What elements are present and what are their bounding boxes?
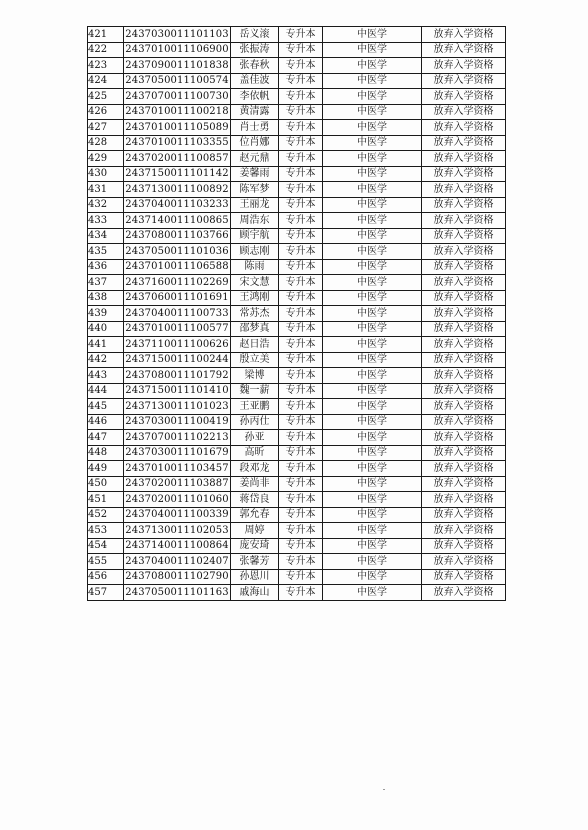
candidate-id-cell: 2437020011101060 xyxy=(124,492,231,508)
table-row xyxy=(88,166,506,182)
level-cell: 专升本 xyxy=(279,507,323,523)
candidate-id-cell: 2437150011100244 xyxy=(124,352,231,368)
student-name-cell: 肖士勇 xyxy=(231,120,279,136)
level-cell: 专升本 xyxy=(279,492,323,508)
major-cell: 中医学 xyxy=(323,461,422,477)
student-name-cell: 姜尚非 xyxy=(231,476,279,492)
status-cell: 放弃入学资格 xyxy=(422,383,506,399)
level-cell: 专升本 xyxy=(279,321,323,337)
row-number-cell: 454 xyxy=(88,538,124,554)
major-cell: 中医学 xyxy=(323,538,422,554)
row-number-cell: 428 xyxy=(88,135,124,151)
student-name-cell: 周浩东 xyxy=(231,213,279,229)
student-name-cell: 高昕 xyxy=(231,445,279,461)
table-row xyxy=(88,337,506,353)
table-row xyxy=(88,383,506,399)
row-number-cell: 451 xyxy=(88,492,124,508)
level-cell: 专升本 xyxy=(279,135,323,151)
status-cell: 放弃入学资格 xyxy=(422,352,506,368)
candidate-id-cell: 2437160011102269 xyxy=(124,275,231,291)
level-cell: 专升本 xyxy=(279,58,323,74)
table-row xyxy=(88,213,506,229)
table-row xyxy=(88,135,506,151)
status-cell: 放弃入学资格 xyxy=(422,135,506,151)
row-number-cell: 457 xyxy=(88,585,124,601)
level-cell: 专升本 xyxy=(279,104,323,120)
status-cell: 放弃入学资格 xyxy=(422,244,506,260)
major-cell: 中医学 xyxy=(323,104,422,120)
scan-speck xyxy=(383,789,385,790)
major-cell: 中医学 xyxy=(323,383,422,399)
student-name-cell: 赵元鼎 xyxy=(231,151,279,167)
student-name-cell: 赵日浩 xyxy=(231,337,279,353)
status-cell: 放弃入学资格 xyxy=(422,430,506,446)
status-cell: 放弃入学资格 xyxy=(422,492,506,508)
row-number-cell: 445 xyxy=(88,399,124,415)
student-name-cell: 周婷 xyxy=(231,523,279,539)
level-cell: 专升本 xyxy=(279,476,323,492)
row-number-cell: 423 xyxy=(88,58,124,74)
student-name-cell: 孙丙仕 xyxy=(231,414,279,430)
table-row xyxy=(88,352,506,368)
row-number-cell: 426 xyxy=(88,104,124,120)
student-name-cell: 王鸿刚 xyxy=(231,290,279,306)
status-cell: 放弃入学资格 xyxy=(422,275,506,291)
status-cell: 放弃入学资格 xyxy=(422,228,506,244)
major-cell: 中医学 xyxy=(323,120,422,136)
row-number-cell: 429 xyxy=(88,151,124,167)
status-cell: 放弃入学资格 xyxy=(422,27,506,43)
major-cell: 中医学 xyxy=(323,73,422,89)
level-cell: 专升本 xyxy=(279,213,323,229)
candidate-id-cell: 2437010011106588 xyxy=(124,259,231,275)
table-row xyxy=(88,89,506,105)
status-cell: 放弃入学资格 xyxy=(422,523,506,539)
student-name-cell: 常苏杰 xyxy=(231,306,279,322)
row-number-cell: 430 xyxy=(88,166,124,182)
table-row xyxy=(88,507,506,523)
level-cell: 专升本 xyxy=(279,197,323,213)
candidate-id-cell: 2437130011102053 xyxy=(124,523,231,539)
table-row xyxy=(88,42,506,58)
major-cell: 中医学 xyxy=(323,182,422,198)
table-row xyxy=(88,182,506,198)
student-name-cell: 宋文慧 xyxy=(231,275,279,291)
status-cell: 放弃入学资格 xyxy=(422,554,506,570)
table-row xyxy=(88,290,506,306)
row-number-cell: 443 xyxy=(88,368,124,384)
row-number-cell: 448 xyxy=(88,445,124,461)
candidate-id-cell: 2437150011101142 xyxy=(124,166,231,182)
row-number-cell: 456 xyxy=(88,569,124,585)
row-number-cell: 421 xyxy=(88,27,124,43)
row-number-cell: 424 xyxy=(88,73,124,89)
status-cell: 放弃入学资格 xyxy=(422,414,506,430)
table-row xyxy=(88,585,506,601)
candidate-id-cell: 2437010011105089 xyxy=(124,120,231,136)
major-cell: 中医学 xyxy=(323,197,422,213)
major-cell: 中医学 xyxy=(323,569,422,585)
row-number-cell: 441 xyxy=(88,337,124,353)
level-cell: 专升本 xyxy=(279,585,323,601)
row-number-cell: 452 xyxy=(88,507,124,523)
row-number-cell: 455 xyxy=(88,554,124,570)
level-cell: 专升本 xyxy=(279,554,323,570)
enrollment-roster-table xyxy=(87,26,506,601)
row-number-cell: 442 xyxy=(88,352,124,368)
major-cell: 中医学 xyxy=(323,166,422,182)
status-cell: 放弃入学资格 xyxy=(422,120,506,136)
status-cell: 放弃入学资格 xyxy=(422,337,506,353)
candidate-id-cell: 2437020011103887 xyxy=(124,476,231,492)
candidate-id-cell: 2437070011102213 xyxy=(124,430,231,446)
roster-body xyxy=(88,27,506,601)
student-name-cell: 段邓龙 xyxy=(231,461,279,477)
major-cell: 中医学 xyxy=(323,275,422,291)
status-cell: 放弃入学资格 xyxy=(422,507,506,523)
student-name-cell: 郭允春 xyxy=(231,507,279,523)
table-row xyxy=(88,321,506,337)
major-cell: 中医学 xyxy=(323,228,422,244)
candidate-id-cell: 2437040011100733 xyxy=(124,306,231,322)
candidate-id-cell: 2437010011103355 xyxy=(124,135,231,151)
status-cell: 放弃入学资格 xyxy=(422,104,506,120)
major-cell: 中医学 xyxy=(323,507,422,523)
row-number-cell: 434 xyxy=(88,228,124,244)
level-cell: 专升本 xyxy=(279,73,323,89)
student-name-cell: 王丽龙 xyxy=(231,197,279,213)
status-cell: 放弃入学资格 xyxy=(422,569,506,585)
table-row xyxy=(88,259,506,275)
table-row xyxy=(88,368,506,384)
candidate-id-cell: 2437030011101103 xyxy=(124,27,231,43)
candidate-id-cell: 2437070011100730 xyxy=(124,89,231,105)
table-row xyxy=(88,120,506,136)
candidate-id-cell: 2437080011102790 xyxy=(124,569,231,585)
candidate-id-cell: 2437060011101691 xyxy=(124,290,231,306)
student-name-cell: 魏一薪 xyxy=(231,383,279,399)
level-cell: 专升本 xyxy=(279,275,323,291)
candidate-id-cell: 2437110011100626 xyxy=(124,337,231,353)
major-cell: 中医学 xyxy=(323,290,422,306)
table-row xyxy=(88,58,506,74)
row-number-cell: 427 xyxy=(88,120,124,136)
row-number-cell: 425 xyxy=(88,89,124,105)
level-cell: 专升本 xyxy=(279,368,323,384)
student-name-cell: 邵梦真 xyxy=(231,321,279,337)
table-row xyxy=(88,228,506,244)
student-name-cell: 顾宇航 xyxy=(231,228,279,244)
level-cell: 专升本 xyxy=(279,352,323,368)
candidate-id-cell: 2437080011103766 xyxy=(124,228,231,244)
student-name-cell: 张春秋 xyxy=(231,58,279,74)
table-row xyxy=(88,492,506,508)
candidate-id-cell: 2437030011100419 xyxy=(124,414,231,430)
status-cell: 放弃入学资格 xyxy=(422,461,506,477)
candidate-id-cell: 2437010011103457 xyxy=(124,461,231,477)
candidate-id-cell: 2437140011100865 xyxy=(124,213,231,229)
level-cell: 专升本 xyxy=(279,228,323,244)
student-name-cell: 王亚鹏 xyxy=(231,399,279,415)
status-cell: 放弃入学资格 xyxy=(422,213,506,229)
row-number-cell: 438 xyxy=(88,290,124,306)
candidate-id-cell: 2437010011106900 xyxy=(124,42,231,58)
major-cell: 中医学 xyxy=(323,414,422,430)
level-cell: 专升本 xyxy=(279,290,323,306)
level-cell: 专升本 xyxy=(279,445,323,461)
major-cell: 中医学 xyxy=(323,585,422,601)
major-cell: 中医学 xyxy=(323,352,422,368)
status-cell: 放弃入学资格 xyxy=(422,368,506,384)
student-name-cell: 黄清露 xyxy=(231,104,279,120)
student-name-cell: 位肖娜 xyxy=(231,135,279,151)
level-cell: 专升本 xyxy=(279,337,323,353)
level-cell: 专升本 xyxy=(279,430,323,446)
row-number-cell: 435 xyxy=(88,244,124,260)
candidate-id-cell: 2437050011101163 xyxy=(124,585,231,601)
student-name-cell: 戚海山 xyxy=(231,585,279,601)
level-cell: 专升本 xyxy=(279,166,323,182)
student-name-cell: 张馨芳 xyxy=(231,554,279,570)
major-cell: 中医学 xyxy=(323,476,422,492)
table-row xyxy=(88,554,506,570)
level-cell: 专升本 xyxy=(279,151,323,167)
status-cell: 放弃入学资格 xyxy=(422,89,506,105)
status-cell: 放弃入学资格 xyxy=(422,151,506,167)
major-cell: 中医学 xyxy=(323,337,422,353)
status-cell: 放弃入学资格 xyxy=(422,321,506,337)
status-cell: 放弃入学资格 xyxy=(422,306,506,322)
level-cell: 专升本 xyxy=(279,523,323,539)
student-name-cell: 孙亚 xyxy=(231,430,279,446)
level-cell: 专升本 xyxy=(279,306,323,322)
level-cell: 专升本 xyxy=(279,27,323,43)
major-cell: 中医学 xyxy=(323,259,422,275)
major-cell: 中医学 xyxy=(323,244,422,260)
candidate-id-cell: 2437140011100864 xyxy=(124,538,231,554)
row-number-cell: 439 xyxy=(88,306,124,322)
row-number-cell: 446 xyxy=(88,414,124,430)
table-row xyxy=(88,151,506,167)
status-cell: 放弃入学资格 xyxy=(422,585,506,601)
student-name-cell: 陈雨 xyxy=(231,259,279,275)
major-cell: 中医学 xyxy=(323,492,422,508)
table-row xyxy=(88,306,506,322)
level-cell: 专升本 xyxy=(279,383,323,399)
student-name-cell: 殷立美 xyxy=(231,352,279,368)
status-cell: 放弃入学资格 xyxy=(422,259,506,275)
level-cell: 专升本 xyxy=(279,569,323,585)
major-cell: 中医学 xyxy=(323,321,422,337)
student-name-cell: 庞安琦 xyxy=(231,538,279,554)
row-number-cell: 436 xyxy=(88,259,124,275)
row-number-cell: 447 xyxy=(88,430,124,446)
major-cell: 中医学 xyxy=(323,213,422,229)
candidate-id-cell: 2437050011100574 xyxy=(124,73,231,89)
row-number-cell: 450 xyxy=(88,476,124,492)
table-row xyxy=(88,197,506,213)
student-name-cell: 盖佳波 xyxy=(231,73,279,89)
student-name-cell: 张振涛 xyxy=(231,42,279,58)
major-cell: 中医学 xyxy=(323,151,422,167)
candidate-id-cell: 2437080011101792 xyxy=(124,368,231,384)
student-name-cell: 李依帆 xyxy=(231,89,279,105)
candidate-id-cell: 2437090011101838 xyxy=(124,58,231,74)
candidate-id-cell: 2437150011101410 xyxy=(124,383,231,399)
candidate-id-cell: 2437010011100218 xyxy=(124,104,231,120)
candidate-id-cell: 2437040011100339 xyxy=(124,507,231,523)
level-cell: 专升本 xyxy=(279,414,323,430)
candidate-id-cell: 2437050011101036 xyxy=(124,244,231,260)
major-cell: 中医学 xyxy=(323,399,422,415)
status-cell: 放弃入学资格 xyxy=(422,399,506,415)
major-cell: 中医学 xyxy=(323,58,422,74)
table-row xyxy=(88,27,506,43)
status-cell: 放弃入学资格 xyxy=(422,73,506,89)
student-name-cell: 蒋岱良 xyxy=(231,492,279,508)
status-cell: 放弃入学资格 xyxy=(422,42,506,58)
major-cell: 中医学 xyxy=(323,430,422,446)
candidate-id-cell: 2437130011101023 xyxy=(124,399,231,415)
row-number-cell: 433 xyxy=(88,213,124,229)
table-row xyxy=(88,569,506,585)
status-cell: 放弃入学资格 xyxy=(422,197,506,213)
row-number-cell: 431 xyxy=(88,182,124,198)
row-number-cell: 453 xyxy=(88,523,124,539)
table-row xyxy=(88,244,506,260)
candidate-id-cell: 2437010011100577 xyxy=(124,321,231,337)
level-cell: 专升本 xyxy=(279,42,323,58)
major-cell: 中医学 xyxy=(323,554,422,570)
major-cell: 中医学 xyxy=(323,368,422,384)
status-cell: 放弃入学资格 xyxy=(422,445,506,461)
row-number-cell: 422 xyxy=(88,42,124,58)
table-row xyxy=(88,461,506,477)
table-row xyxy=(88,538,506,554)
student-name-cell: 梁博 xyxy=(231,368,279,384)
candidate-id-cell: 2437020011100857 xyxy=(124,151,231,167)
row-number-cell: 437 xyxy=(88,275,124,291)
major-cell: 中医学 xyxy=(323,42,422,58)
student-name-cell: 岳义滚 xyxy=(231,27,279,43)
table-row xyxy=(88,414,506,430)
major-cell: 中医学 xyxy=(323,135,422,151)
status-cell: 放弃入学资格 xyxy=(422,476,506,492)
level-cell: 专升本 xyxy=(279,120,323,136)
student-name-cell: 孙恩川 xyxy=(231,569,279,585)
table-row xyxy=(88,430,506,446)
candidate-id-cell: 2437040011103233 xyxy=(124,197,231,213)
student-name-cell: 姜馨雨 xyxy=(231,166,279,182)
table-row xyxy=(88,476,506,492)
level-cell: 专升本 xyxy=(279,538,323,554)
status-cell: 放弃入学资格 xyxy=(422,166,506,182)
level-cell: 专升本 xyxy=(279,259,323,275)
table-row xyxy=(88,275,506,291)
row-number-cell: 440 xyxy=(88,321,124,337)
student-name-cell: 陈军梦 xyxy=(231,182,279,198)
status-cell: 放弃入学资格 xyxy=(422,290,506,306)
level-cell: 专升本 xyxy=(279,461,323,477)
table-row xyxy=(88,399,506,415)
major-cell: 中医学 xyxy=(323,523,422,539)
candidate-id-cell: 2437030011101679 xyxy=(124,445,231,461)
major-cell: 中医学 xyxy=(323,445,422,461)
level-cell: 专升本 xyxy=(279,399,323,415)
level-cell: 专升本 xyxy=(279,182,323,198)
table-row xyxy=(88,73,506,89)
table-row xyxy=(88,523,506,539)
candidate-id-cell: 2437040011102407 xyxy=(124,554,231,570)
major-cell: 中医学 xyxy=(323,27,422,43)
row-number-cell: 444 xyxy=(88,383,124,399)
table-row xyxy=(88,104,506,120)
row-number-cell: 432 xyxy=(88,197,124,213)
table-row xyxy=(88,445,506,461)
level-cell: 专升本 xyxy=(279,244,323,260)
row-number-cell: 449 xyxy=(88,461,124,477)
major-cell: 中医学 xyxy=(323,89,422,105)
status-cell: 放弃入学资格 xyxy=(422,58,506,74)
major-cell: 中医学 xyxy=(323,306,422,322)
level-cell: 专升本 xyxy=(279,89,323,105)
status-cell: 放弃入学资格 xyxy=(422,538,506,554)
student-name-cell: 顾志刚 xyxy=(231,244,279,260)
candidate-id-cell: 2437130011100892 xyxy=(124,182,231,198)
status-cell: 放弃入学资格 xyxy=(422,182,506,198)
